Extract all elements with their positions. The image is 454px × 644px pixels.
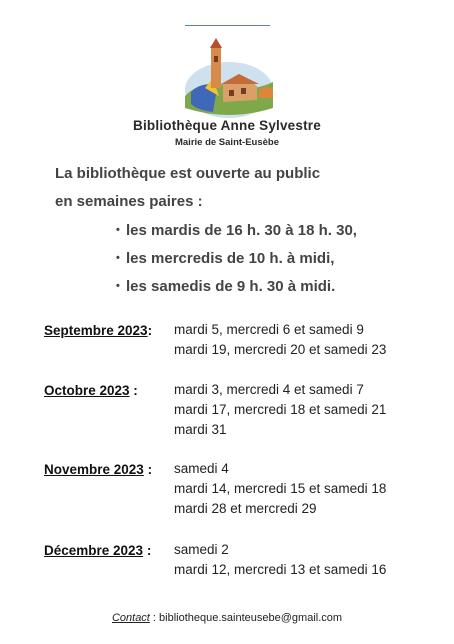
hours-text: les mercredis de 10 h. à midi, [126, 250, 335, 267]
hours-text: les samedis de 9 h. 30 à midi. [126, 278, 336, 295]
contact-email[interactable]: bibliotheque.sainteusebe@gmail.com [159, 612, 343, 624]
library-name: Bibliothèque Anne Sylvestre [133, 118, 321, 133]
month-heading-september [44, 322, 152, 340]
month-separator: : [143, 543, 152, 558]
bullet-icon: • [116, 280, 120, 292]
mairie-name: Mairie de Saint-Eusèbe [174, 137, 279, 148]
month-dates-october [174, 380, 386, 440]
contact-separator: : [149, 612, 160, 624]
month-heading-december [44, 542, 151, 560]
month-separator: : [147, 323, 153, 338]
month-label: Décembre 2023 [44, 543, 144, 558]
date-line: mardi 31 [174, 422, 227, 437]
date-line: mardi 17, mercredi 18 et samedi 21 [174, 402, 387, 417]
intro-line-2: en semaines paires : [55, 193, 203, 210]
top-divider [185, 25, 270, 26]
date-line: samedi 2 [174, 542, 229, 557]
month-dates-november [174, 459, 386, 519]
date-line: samedi 4 [174, 461, 229, 476]
hours-item [116, 278, 335, 295]
hours-item [116, 222, 357, 239]
date-line: mardi 12, mercredi 13 et samedi 16 [174, 562, 387, 577]
month-dates-december [174, 540, 386, 580]
month-heading-november [44, 461, 152, 479]
contact-label: Contact [111, 612, 150, 624]
month-label: Septembre 2023 [44, 323, 148, 338]
month-label: Octobre 2023 [44, 383, 130, 398]
bullet-icon: • [116, 224, 120, 236]
date-line: mardi 5, mercredi 6 et samedi 9 [174, 322, 364, 337]
date-line: mardi 3, mercredi 4 et samedi 7 [174, 382, 364, 397]
date-line: mardi 14, mercredi 15 et samedi 18 [174, 481, 387, 496]
date-line: mardi 19, mercredi 20 et samedi 23 [174, 342, 387, 357]
contact-line [0, 612, 454, 624]
month-separator: : [143, 462, 153, 477]
month-label: Novembre 2023 [44, 462, 144, 477]
hours-text: les mardis de 16 h. 30 à 18 h. 30, [126, 222, 357, 239]
month-dates-september [174, 320, 386, 360]
hours-item [116, 250, 334, 267]
intro-line-1: La bibliothèque est ouverte au public [55, 165, 321, 182]
bullet-icon: • [116, 252, 120, 264]
month-heading-october [44, 382, 138, 400]
village-church-logo-icon [183, 38, 275, 120]
date-line: mardi 28 et mercredi 29 [174, 501, 317, 516]
month-separator: : [129, 383, 138, 398]
